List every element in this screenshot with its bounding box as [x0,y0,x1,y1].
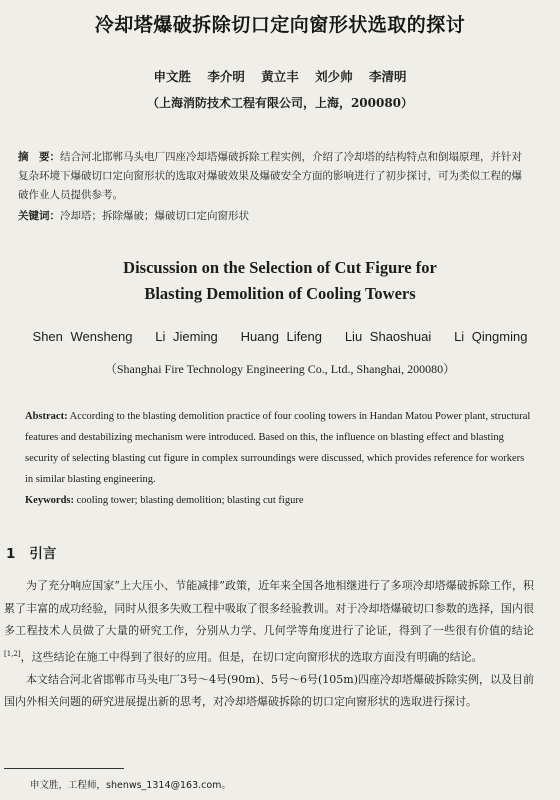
chinese-keywords-label: 关键词： [18,210,60,222]
author-cn-4: 刘少帅 [315,69,353,84]
footnote-rule [4,768,124,769]
author-cn-3: 黄立丰 [261,69,299,84]
english-authors [20,329,540,344]
chinese-authors [60,67,500,85]
english-abstract-label: Abstract: [25,411,68,422]
english-affiliation: （Shanghai Fire Technology Engineering Co., Ltd., Shanghai, 200080） [104,362,456,376]
author-en-2: Li Jieming [155,329,218,344]
paragraph-1 [4,575,534,669]
author-en-5: Li Qingming [454,329,528,344]
paragraph-1-part-1: 为了充分响应国家“上大压小、节能减排”政策，近年来全国各地相继进行了多项冷却塔爆破拆除工作，积累了丰富的成功经验，同时从很多失败工程中吸取了很多经验教训。对于冷却塔爆破切口参数的选择，国内很多工程技术人员做了大量的研究工作，分别从力学、几何学等角度进行了论证，得到了一些很有价值的结论 [4,579,534,637]
author-cn-5: 李清明 [368,69,407,84]
author-en-4: Liu Shaoshuai [344,329,432,344]
chinese-title: 冷却塔爆破拆除切口定向窗形状选取的探讨 [94,14,466,36]
section-heading [6,542,56,562]
english-keywords-label: Keywords: [25,495,74,506]
chinese-affiliation: （上海消防技术工程有限公司，上海，200080） [146,96,414,110]
section-body [4,575,534,714]
english-keywords [25,495,533,506]
citation-ref: [1,2] [4,649,21,658]
chinese-keywords [18,208,530,223]
english-abstract-text: According to the blasting demolition practice of four cooling towers in Handan Matou Power plant, structural features and destabilizing mechanism were introduced. Based on this, the influence on blasting effect and blasting security of selecting blasting cut figure in complex surroundings were discussed, which provides reference for workers in similar blasting engineering. [25,411,531,485]
english-title [40,255,520,307]
section-title: 引言 [29,546,57,562]
english-keywords-text: cooling tower; blasting demolition; blasting cut figure [76,495,304,506]
english-abstract [25,406,533,490]
footnote: 申文胜，工程师，shenws_1314@163.com。 [30,780,231,791]
author-cn-2: 李介明 [207,69,245,84]
chinese-abstract-text: 结合河北邯郸马头电厂四座冷却塔爆破拆除工程实例，介绍了冷却塔的结构特点和倒塌原理，并针对复杂环境下爆破切口定向窗形状的选取对爆破效果及爆破安全方面的影响进行了初步探讨，可为类似工程的爆破作业人员提供参考。 [18,151,522,201]
english-title-line-1: Discussion on the Selection of Cut Figure for [123,258,437,277]
section-number: 1 [6,546,16,562]
author-en-3: Huang Lifeng [240,329,322,344]
chinese-abstract-label: 摘 要： [18,151,60,163]
paragraph-2: 本文结合河北省邯郸市马头电厂3号～4号(90m)、5号～6号(105m)四座冷却塔爆破拆除实例，以及目前国内外相关问题的研究进展提出新的思考，对冷却塔爆破拆除的切口定向窗形状的选取进行探讨。 [4,672,535,709]
chinese-keywords-text: 冷却塔；拆除爆破；爆破切口定向窗形状 [60,210,249,222]
chinese-abstract [18,148,530,205]
author-en-1: Shen Wensheng [32,329,133,344]
author-cn-1: 申文胜 [153,69,191,84]
english-title-line-2: Blasting Demolition of Cooling Towers [144,284,416,303]
paragraph-1-part-2: ，这些结论在施工中得到了很好的应用。但是，在切口定向窗形状的选取方面没有明确的结论。 [20,650,483,664]
